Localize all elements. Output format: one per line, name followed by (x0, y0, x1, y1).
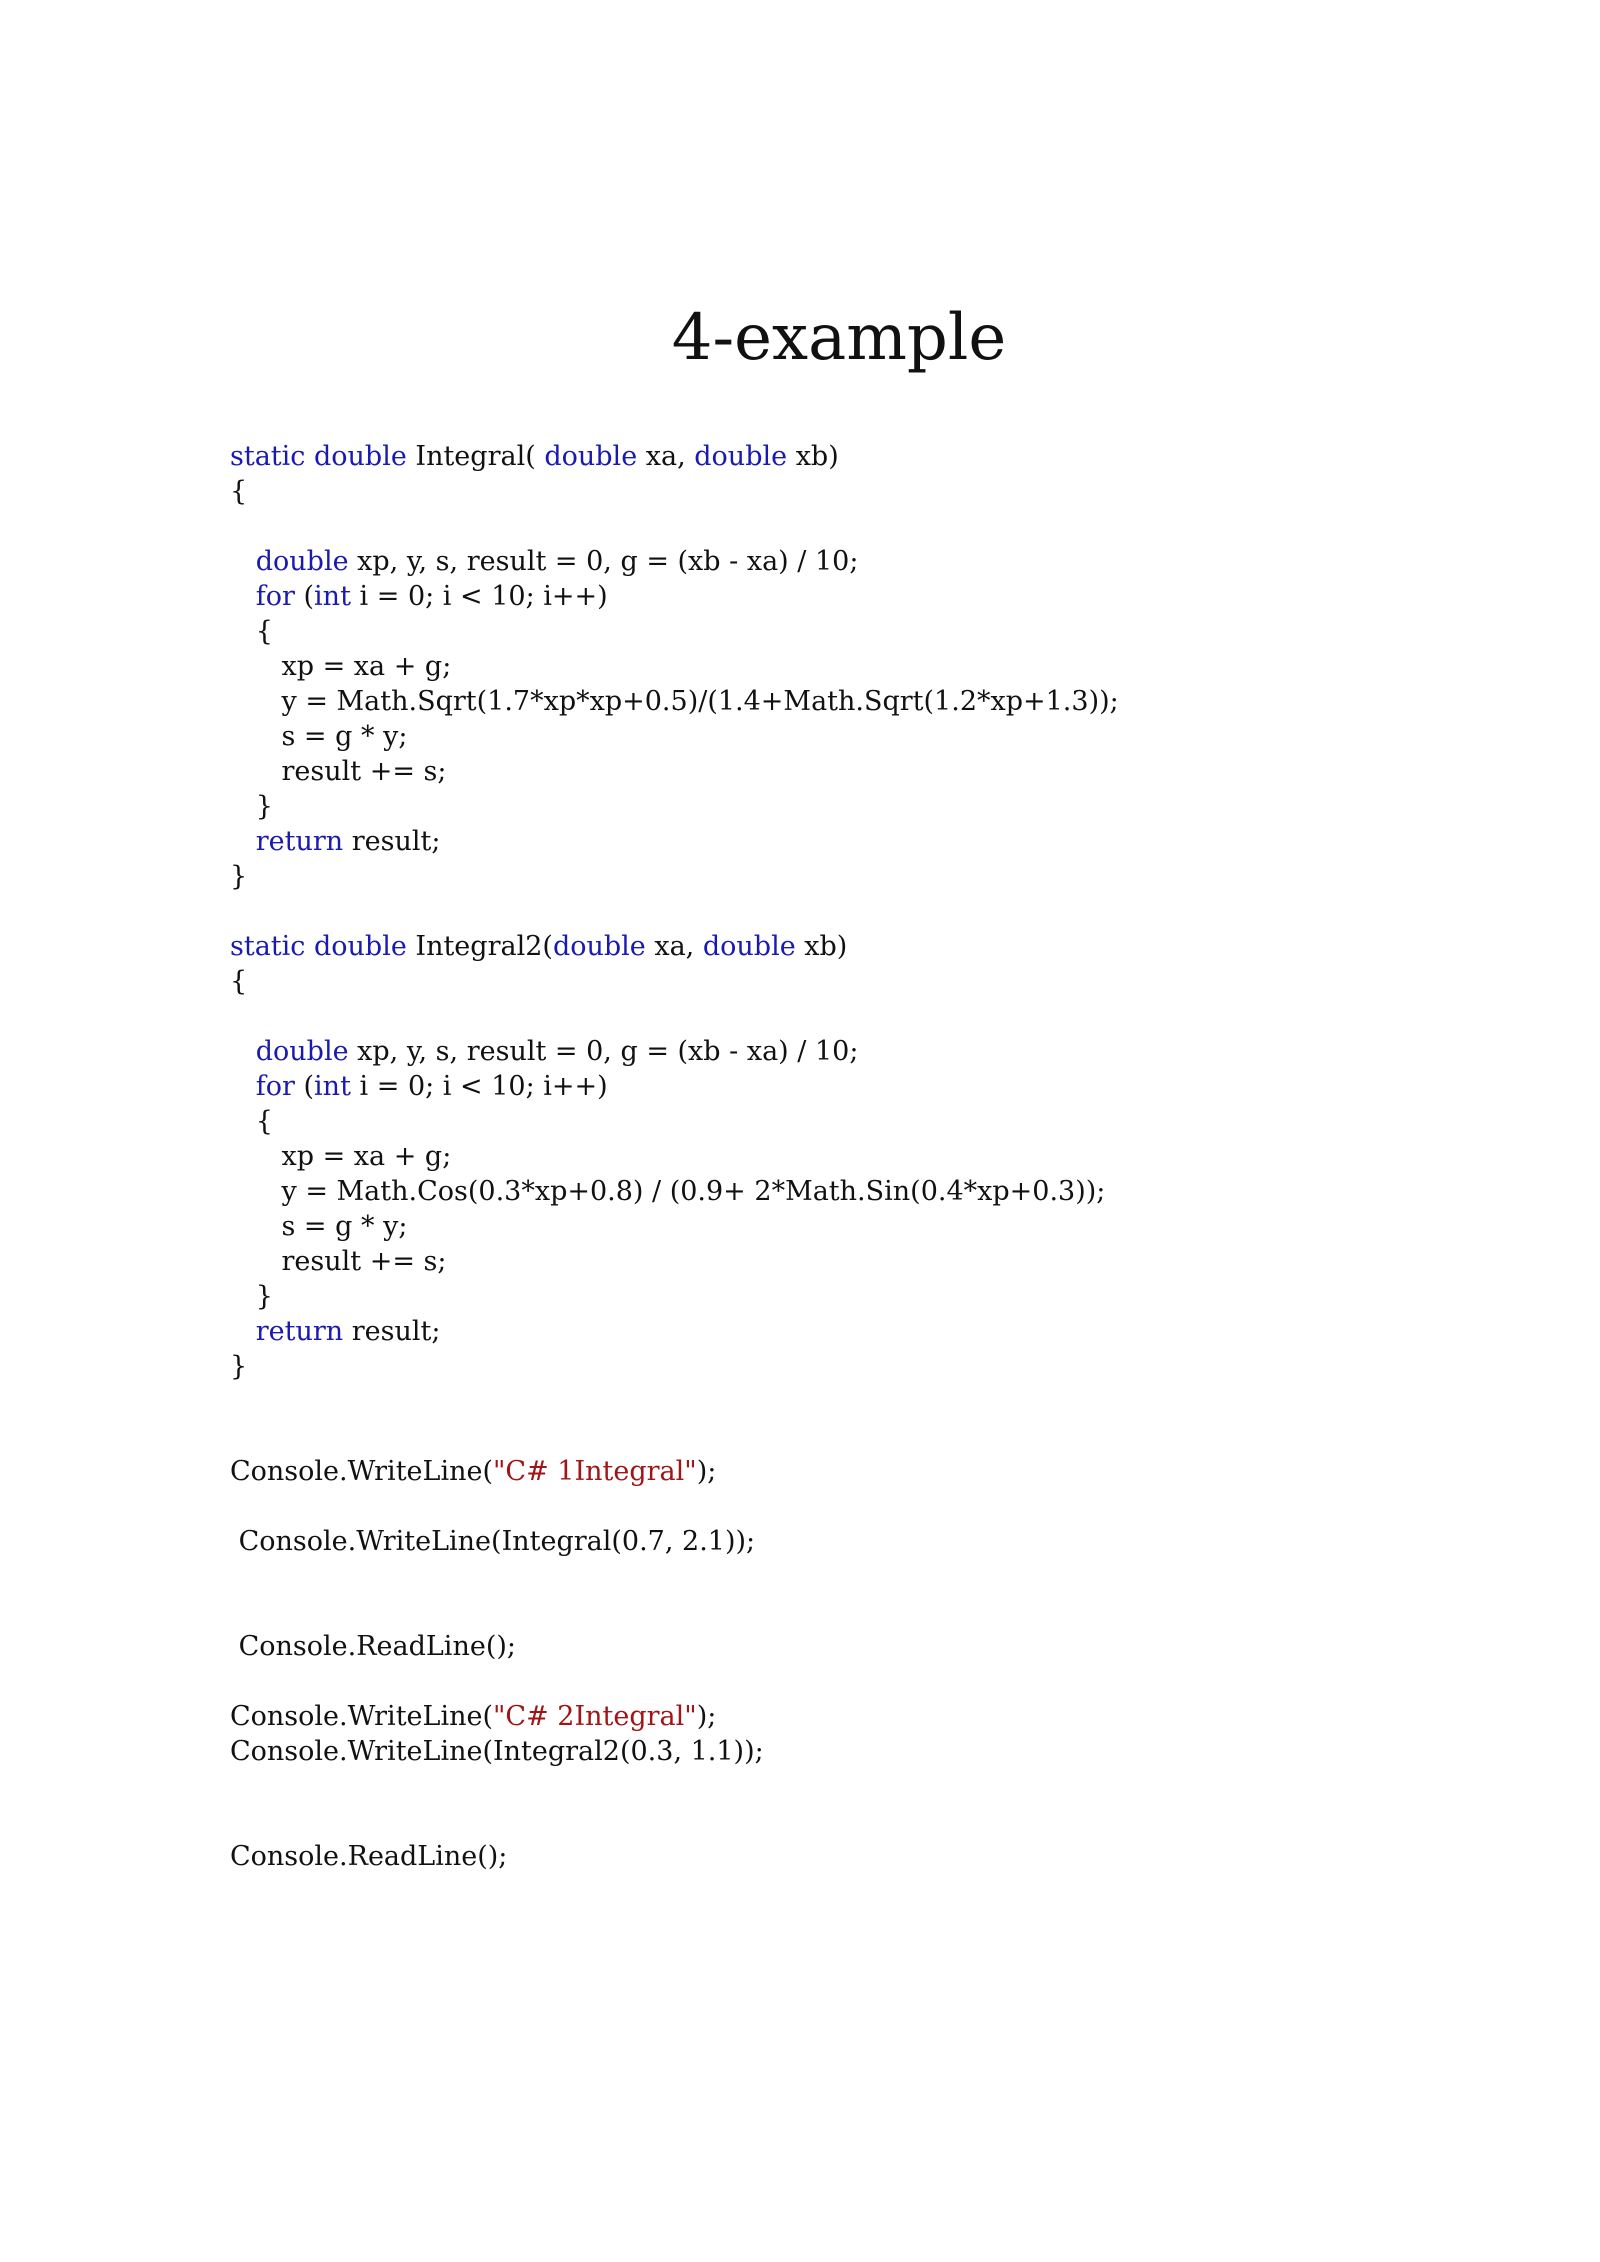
code-line (230, 999, 1119, 1034)
code-plain-token: i = 0; i < 10; i++) (359, 1071, 608, 1102)
code-plain-token: Console.ReadLine(); (230, 1841, 508, 1872)
code-line (230, 754, 1119, 789)
code-keyword-token: for (255, 1071, 304, 1102)
code-line (230, 474, 1119, 509)
code-line (230, 719, 1119, 754)
code-line (230, 1524, 1119, 1559)
code-keyword-token: double (255, 1036, 358, 1067)
code-line (230, 789, 1119, 824)
code-keyword-token: int (314, 1071, 360, 1102)
code-keyword-token: for (255, 581, 304, 612)
code-plain-token: y = Math.Cos(0.3*xp+0.8) / (0.9+ 2*Math.Sin(0.4*xp+0.3)); (230, 1176, 1106, 1207)
code-plain-token: xb) (795, 441, 839, 472)
code-line (230, 1454, 1119, 1489)
code-line (230, 1594, 1119, 1629)
code-plain-token: ); (696, 1456, 717, 1487)
code-line (230, 1489, 1119, 1524)
code-line (230, 1174, 1119, 1209)
code-plain-token: Console.WriteLine( (230, 1701, 493, 1732)
code-keyword-token: return (255, 1316, 352, 1347)
code-string-token: "C# 1Integral" (493, 1456, 697, 1487)
code-plain-token: xp = xa + g; (230, 1141, 452, 1172)
code-plain-token (230, 581, 256, 612)
code-plain-token: ); (696, 1701, 717, 1732)
page-title: 4-example (671, 301, 1007, 375)
code-line (230, 579, 1119, 614)
code-keyword-token: double (255, 546, 358, 577)
code-keyword-token: double (552, 931, 655, 962)
code-line (230, 824, 1119, 859)
code-plain-token: } (230, 791, 273, 822)
code-plain-token (230, 1036, 256, 1067)
code-plain-token: xa, (645, 441, 695, 472)
code-plain-token: Console.WriteLine(Integral2(0.3, 1.1)); (230, 1736, 764, 1767)
code-keyword-token: double (694, 441, 796, 472)
code-line (230, 544, 1119, 579)
code-line (230, 1314, 1119, 1349)
code-plain-token (230, 546, 256, 577)
code-keyword-token: static double (230, 441, 416, 472)
code-plain-token: s = g * y; (230, 721, 408, 752)
code-keyword-token: return (255, 826, 352, 857)
code-plain-token: { (230, 476, 248, 507)
code-plain-token: { (230, 966, 248, 997)
code-plain-token: Integral( (415, 441, 545, 472)
code-plain-token (230, 1071, 256, 1102)
code-block (230, 439, 1119, 1874)
code-line (230, 1104, 1119, 1139)
code-line (230, 964, 1119, 999)
code-plain-token: result; (351, 1316, 441, 1347)
code-keyword-token: double (702, 931, 805, 962)
code-plain-token: } (230, 861, 248, 892)
code-line (230, 649, 1119, 684)
code-line (230, 1699, 1119, 1734)
code-line (230, 1384, 1119, 1419)
code-plain-token (230, 826, 256, 857)
code-plain-token: s = g * y; (230, 1211, 408, 1242)
code-line (230, 1804, 1119, 1839)
code-line (230, 1629, 1119, 1664)
code-plain-token: } (230, 1351, 248, 1382)
code-plain-token: ( (303, 1071, 315, 1102)
code-plain-token: } (230, 1281, 273, 1312)
code-line (230, 614, 1119, 649)
code-keyword-token: static double (230, 931, 416, 962)
code-plain-token: result += s; (230, 1246, 447, 1277)
code-line (230, 894, 1119, 929)
code-line (230, 1664, 1119, 1699)
code-keyword-token: double (544, 441, 646, 472)
code-line (230, 1839, 1119, 1874)
code-line (230, 1209, 1119, 1244)
code-plain-token: { (230, 616, 273, 647)
code-plain-token: Integral2( (415, 931, 553, 962)
code-line (230, 1069, 1119, 1104)
code-line (230, 439, 1119, 474)
code-plain-token: Console.WriteLine( (230, 1456, 493, 1487)
code-plain-token: xp = xa + g; (230, 651, 452, 682)
code-line (230, 1244, 1119, 1279)
code-plain-token: Console.WriteLine(Integral(0.7, 2.1)); (230, 1526, 756, 1557)
code-plain-token: result += s; (230, 756, 447, 787)
code-line (230, 1139, 1119, 1174)
code-line (230, 1419, 1119, 1454)
code-line (230, 1769, 1119, 1804)
code-plain-token: xb) (804, 931, 848, 962)
code-plain-token: xa, (654, 931, 703, 962)
code-plain-token: { (230, 1106, 273, 1137)
code-plain-token: ( (303, 581, 315, 612)
code-line (230, 684, 1119, 719)
code-line (230, 1734, 1119, 1769)
code-line (230, 509, 1119, 544)
code-line (230, 929, 1119, 964)
code-plain-token: xp, y, s, result = 0, g = (xb - xa) / 10; (357, 1036, 859, 1067)
code-string-token: "C# 2Integral" (493, 1701, 697, 1732)
code-plain-token: Console.ReadLine(); (230, 1631, 516, 1662)
code-plain-token: xp, y, s, result = 0, g = (xb - xa) / 10; (357, 546, 859, 577)
code-line (230, 859, 1119, 894)
code-line (230, 1034, 1119, 1069)
code-plain-token: i = 0; i < 10; i++) (359, 581, 608, 612)
code-plain-token: y = Math.Sqrt(1.7*xp*xp+0.5)/(1.4+Math.Sqrt(1.2*xp+1.3)); (230, 686, 1119, 717)
code-plain-token: result; (351, 826, 441, 857)
code-line (230, 1559, 1119, 1594)
code-line (230, 1349, 1119, 1384)
code-line (230, 1279, 1119, 1314)
code-plain-token (230, 1316, 256, 1347)
code-keyword-token: int (314, 581, 360, 612)
